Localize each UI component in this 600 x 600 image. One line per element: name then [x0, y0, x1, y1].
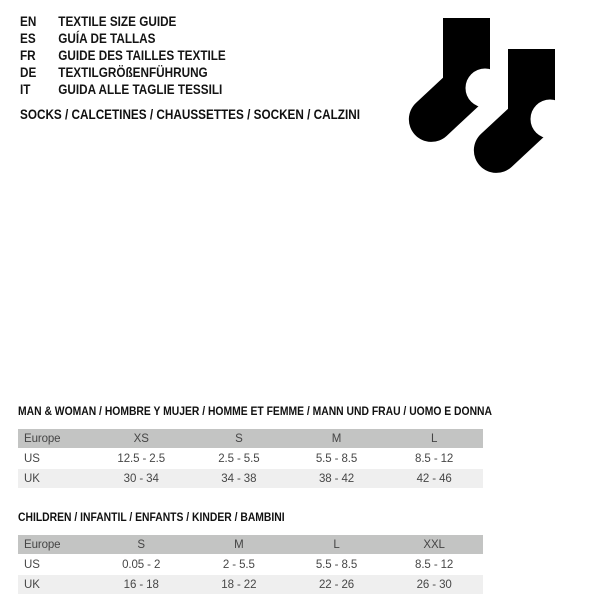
table-body [18, 555, 483, 594]
header-region-cell: Europe [24, 432, 61, 445]
size-cell: 8.5 - 12 [415, 452, 454, 465]
table-row [18, 575, 483, 594]
socks-icon [402, 8, 562, 178]
size-cell: 34 - 38 [221, 472, 257, 485]
section-title: CHILDREN / INFANTIL / ENFANTS / KINDER / BAMBINI [18, 512, 285, 524]
lang-label: GUIDA ALLE TAGLIE TESSILI [58, 82, 223, 97]
size-cell: 16 - 18 [123, 578, 159, 591]
size-section [18, 511, 483, 595]
region-cell: US [24, 452, 40, 465]
language-list [20, 13, 226, 98]
language-row [20, 13, 226, 30]
size-cell: 2 - 5.5 [222, 558, 255, 571]
lang-code: FR [20, 48, 36, 63]
category-title [20, 107, 411, 122]
size-cell: 18 - 22 [221, 578, 257, 591]
lang-label: TEXTILE SIZE GUIDE [58, 14, 177, 29]
lang-label: GUIDE DES TAILLES TEXTILE [58, 48, 226, 63]
lang-code: ES [20, 31, 36, 46]
table-header-row [18, 535, 483, 554]
size-cell: 42 - 46 [416, 472, 452, 485]
lang-label: GUÍA DE TALLAS [58, 31, 156, 46]
lang-code: DE [20, 65, 37, 80]
size-cell: 22 - 26 [318, 578, 355, 591]
size-table [18, 535, 483, 594]
table-row [18, 555, 483, 574]
header-size-cell: S [235, 432, 243, 445]
language-row [20, 64, 226, 81]
header-size-cell: M [331, 432, 342, 445]
language-row [20, 47, 226, 64]
size-cell: 5.5 - 8.5 [315, 452, 358, 465]
lang-code: IT [20, 82, 31, 97]
category-title-text: SOCKS / CALCETINES / CHAUSSETTES / SOCKEN / CALZINI [20, 107, 360, 122]
table-header-row [18, 429, 483, 448]
size-cell: 12.5 - 2.5 [117, 452, 165, 465]
size-cell: 38 - 42 [318, 472, 355, 485]
lang-label: TEXTILGRÖßENFÜHRUNG [58, 65, 208, 80]
header-size-cell: L [430, 432, 438, 445]
table-row [18, 449, 483, 468]
table-row [18, 469, 483, 488]
region-cell: UK [24, 472, 40, 485]
size-table [18, 429, 483, 488]
region-cell: US [24, 558, 40, 571]
table-body [18, 449, 483, 488]
region-cell: UK [24, 578, 40, 591]
lang-code: EN [20, 14, 37, 29]
size-cell: 5.5 - 8.5 [315, 558, 358, 571]
header-size-cell: M [234, 538, 244, 551]
size-cell: 8.5 - 12 [415, 558, 454, 571]
size-cell: 0.05 - 2 [122, 558, 161, 571]
header-region-cell: Europe [24, 538, 61, 551]
language-row [20, 81, 226, 98]
header-size-cell: L [333, 538, 340, 551]
size-cell: 2.5 - 5.5 [218, 452, 260, 465]
section-title: MAN & WOMAN / HOMBRE Y MUJER / HOMME ET FEMME / MANN UND FRAU / UOMO E DONNA [18, 406, 492, 418]
size-cell: 26 - 30 [416, 578, 452, 591]
language-row [20, 30, 226, 47]
size-cell: 30 - 34 [123, 472, 159, 485]
header-size-cell: XS [133, 432, 149, 445]
header-size-cell: XXL [423, 538, 445, 551]
header-size-cell: S [137, 538, 145, 551]
size-section [18, 405, 492, 489]
